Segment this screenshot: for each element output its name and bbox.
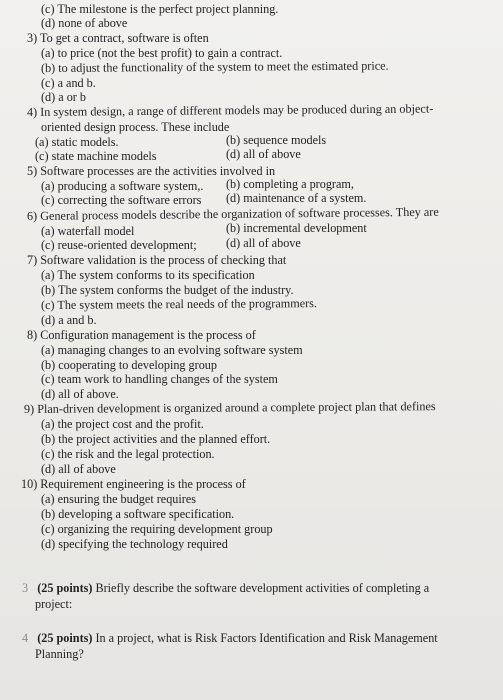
q5-option-c: (c) correcting the software errors	[41, 193, 202, 207]
q3-stem: 3) To get a contract, software is often	[27, 31, 209, 45]
q10-option-b: (b) developing a software specification.	[41, 507, 235, 521]
q8-stem: 8) Configuration management is the process of	[27, 328, 256, 342]
q4-option-c: (c) state machine models	[35, 149, 157, 163]
q3-option-c: (c) a and b.	[41, 76, 96, 90]
q7-option-d: (d) a and b.	[41, 313, 97, 327]
essay-4-number: 4	[22, 631, 29, 645]
q6-option-a: (a) waterfall model	[41, 224, 135, 238]
essay-3-points: (25 points)	[37, 581, 93, 595]
q8-option-a: (a) managing changes to an evolving software system	[41, 343, 303, 357]
essay-question-3	[22, 581, 429, 595]
q9-stem: 9) Plan-driven development is organized around a complete project plan that defines	[23, 399, 436, 416]
q5-stem: 5) Software processes are the activities involved in	[27, 164, 276, 178]
q10-option-a: (a) ensuring the budget requires	[41, 492, 196, 506]
q4-stem: 4) In system design, a range of different models may be produced during an object-	[26, 101, 434, 119]
q3-option-d: (d) a or b	[41, 90, 87, 104]
essay-4-points: (25 points)	[37, 631, 93, 645]
q9-option-b: (b) the project activities and the planned effort.	[41, 432, 271, 446]
q10-option-c: (c) organizing the requiring development group	[41, 522, 273, 536]
q4-option-b: (b) sequence models	[226, 133, 327, 147]
q8-option-b: (b) cooperating to developing group	[41, 358, 217, 372]
q10-stem: 10) Requirement engineering is the process of	[21, 477, 246, 491]
essay-4-text-continued: Planning?	[35, 647, 84, 661]
essay-3-text-continued: project:	[35, 597, 73, 611]
q5-option-b: (b) completing a program,	[226, 177, 354, 191]
q9-option-a: (a) the project cost and the profit.	[41, 417, 204, 431]
q8-option-c: (c) team work to handling changes of the system	[41, 372, 278, 386]
q7-option-c: (c) The system meets the real needs of the programmers.	[40, 296, 317, 312]
q3-option-a: (a) to price (not the best profit) to gain a contract.	[41, 46, 283, 60]
q5-option-d: (d) maintenance of a system.	[226, 191, 367, 205]
q4-option-a: (a) static models.	[35, 135, 119, 149]
q9-option-c: (c) the risk and the legal protection.	[41, 447, 215, 461]
essay-4-text: In a project, what is Risk Factors Identification and Risk Management	[92, 631, 438, 645]
q3-option-b: (b) to adjust the functionality of the system to meet the estimated price.	[40, 58, 389, 75]
q10-option-d: (d) specifying the technology required	[41, 537, 228, 551]
q9-option-d: (d) all of above	[41, 462, 116, 476]
q7-option-b: (b) The system conforms the budget of the industry.	[41, 283, 294, 297]
q7-option-a: (a) The system conforms to its specification	[41, 268, 255, 282]
q4-option-d: (d) all of above	[226, 147, 301, 161]
q6-stem: 6) General process models describe the organization of software processes. They are	[26, 204, 439, 223]
essay-3-number: 3	[22, 581, 29, 595]
essay-question-4	[22, 631, 438, 645]
q5-option-a: (a) producing a software system,.	[41, 179, 204, 193]
q2-option-c: (c) The milestone is the perfect project planning.	[41, 2, 279, 16]
q4-stem-continued: oriented design process. These include	[41, 120, 230, 134]
q6-option-b: (b) incremental development	[226, 221, 367, 235]
essay-3-text: Briefly describe the software development activities of completing a	[92, 581, 430, 595]
q2-option-d: (d) none of above	[41, 16, 128, 30]
q8-option-d: (d) all of above.	[41, 387, 119, 401]
q7-stem: 7) Software validation is the process of checking that	[27, 253, 287, 267]
q6-option-d: (d) all of above	[226, 236, 301, 250]
q6-option-c: (c) reuse-oriented development;	[41, 238, 197, 252]
